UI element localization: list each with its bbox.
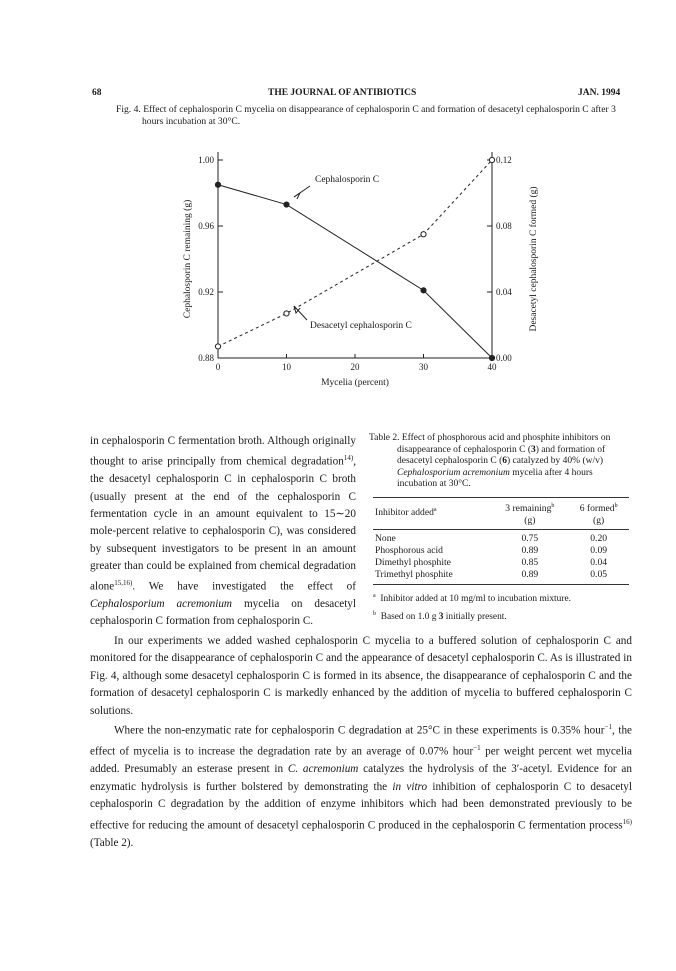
annotation-arrowhead	[294, 193, 300, 199]
body-text: . We have investigated the effect of	[132, 580, 356, 593]
table-2-grid	[373, 497, 629, 585]
y-right-tick-label: 0.08	[496, 221, 512, 231]
x-axis-label: Mycelia (percent)	[321, 378, 389, 388]
series-line-desacetyl	[218, 160, 492, 346]
data-point-desacetyl	[284, 311, 289, 316]
table-cell: None	[375, 533, 396, 545]
y-left-tick-label: 0.88	[198, 353, 214, 363]
body-paragraph: Where the non-enzymatic rate for cephalosporin C degradation at 25°C in these experiments is 0.35% hour$^{-1}$, the effect of mycelia is to increase the degradation rate by an average of 0.07% hour$^{-1}$ per weight percent wet mycelia added. Presumably an esterase present in C. acremonium catalyzes the hydrolysis of the 3′-acetyl. Evidence for an enzymatic hydrolysis is further bolstered by demonstrating the in vitro inhibition of cephalosporin C to desacetyl cephalosporin C degradation by the addition of enzyme inhibitors which had been demonstrated previously to be effective for reducing the amount of desacetyl cephalosporin C produced in the cephalosporin C fermentation process$^{16)}$ (Table 2).	[90, 723, 633, 849]
table-row	[373, 569, 629, 585]
y-left-tick-label: 0.96	[198, 221, 214, 231]
table-cell: Phosphorous acid	[375, 545, 443, 557]
issue-date: JAN. 1994	[578, 88, 621, 98]
y-left-axis-label: Cephalosporin C remaining (g)	[183, 199, 193, 319]
table-row	[373, 557, 629, 569]
table-row	[373, 530, 629, 546]
figure-4-chart	[170, 140, 550, 390]
x-tick-label: 20	[350, 362, 360, 372]
x-tick-label: 10	[282, 362, 291, 372]
body-text: , the desacetyl cephalosporin C in cephalosporin C broth (usually present at the end of the cephalosporin C fermentation cycle in an amount equivalent to 15∼20 mole-percent relative to cephalosporin C), was considered by subsequent investigators to be present in an amount greater than could be explained from chemical degradation alone	[90, 456, 356, 593]
annotation-desacetyl: Desacetyl cephalosporin C	[310, 321, 412, 331]
figure-caption: Fig. 4. Effect of cephalosporin C mycelia on disappearance of cephalosporin C and formation of desacetyl cephalosporin C after 3 hours incubation at 30°C.	[116, 104, 616, 127]
y-right-axis-label: Desacetyl cephalosporin C formed (g)	[529, 186, 539, 332]
data-point-desacetyl	[215, 344, 220, 349]
reference: 15,16)	[114, 579, 133, 588]
data-point-cephalosporin-c	[421, 288, 426, 293]
x-tick-label: 40	[487, 362, 497, 372]
organism-name: Cephalosporium acremonium	[90, 598, 233, 611]
data-point-cephalosporin-c	[284, 202, 289, 207]
table-cell: 0.89	[521, 545, 539, 557]
table-cell: 0.09	[590, 545, 608, 557]
column-header: 6 formed$^b$ (g)	[568, 497, 629, 529]
table-cell: 0.05	[568, 569, 629, 585]
journal-title: THE JOURNAL OF ANTIBIOTICS	[268, 88, 417, 98]
table-cell: 0.20	[590, 533, 608, 545]
data-point-desacetyl	[489, 157, 494, 162]
table-cell: 0.75	[521, 533, 539, 545]
reference: 14)	[343, 454, 354, 463]
body-paragraph: In our experiments we added washed cephalosporin C mycelia to a buffered solution of cephalosporin C and monitored for the disappearance of cephalosporin C and the appearance of desacetyl cephalosporin C. As is illustrated in Fig. 4, although some desacetyl cephalosporin C is formed in its absence, the disappearance of cephalosporin C and the formation of desacetyl cephalosporin C is markedly enhanced by the addition of mycelia to buffered cephalosporin C solutions.	[90, 635, 632, 717]
body-text: mycelia on desacetyl cephalosporin C formation from cephalosporin C.	[90, 598, 357, 628]
y-left-tick-label: 0.92	[198, 287, 214, 297]
y-left-tick-label: 1.00	[198, 155, 214, 165]
table-cell: 0.89	[491, 569, 568, 585]
column-header: 3 remaining$^b$ (g)	[491, 497, 568, 529]
series-line-cephalosporin-c	[218, 185, 492, 358]
table-row	[373, 545, 629, 557]
body-text: in cephalosporin C fermentation broth. Although originally thought to arise principally from chemical degradation	[90, 435, 356, 469]
table-cell: Dimethyl phosphite	[375, 557, 451, 569]
y-right-tick-label: 0.04	[496, 287, 512, 297]
data-point-desacetyl	[421, 232, 426, 237]
table-cell: 0.85	[521, 557, 539, 569]
table-footnote-a: $^a$ Inhibitor added at 10 mg/ml to incubation mixture.	[373, 593, 571, 605]
table-2	[369, 433, 632, 623]
annotation-cephalosporin-c: Cephalosporin C	[315, 175, 380, 185]
table-footnote-b: $^b$ Based on 1.0 g 3 initially present.	[373, 610, 507, 622]
column-header: Inhibitor added$^a$	[373, 497, 491, 529]
y-right-tick-label: 0.00	[496, 353, 512, 363]
x-tick-label: 30	[419, 362, 428, 372]
y-right-tick-label: 0.12	[496, 155, 512, 165]
table-caption: Table 2. Effect of phosphorous acid and phosphite inhibitors on disappearance of cephalosporin C (3) and formation of desacetyl cephalosporin C (6) catalyzed by 40% (w/v) Cephalosporium acremonium mycelia after 4 hours incubation at 30°C.	[369, 433, 611, 490]
page-number: 68	[92, 88, 102, 98]
data-point-cephalosporin-c	[489, 355, 494, 360]
x-tick-label: 0	[215, 362, 221, 372]
table-cell: 0.04	[590, 557, 608, 569]
table-cell: Trimethyl phosphite	[373, 569, 491, 585]
body-left-column	[90, 433, 356, 631]
data-point-cephalosporin-c	[215, 182, 220, 187]
